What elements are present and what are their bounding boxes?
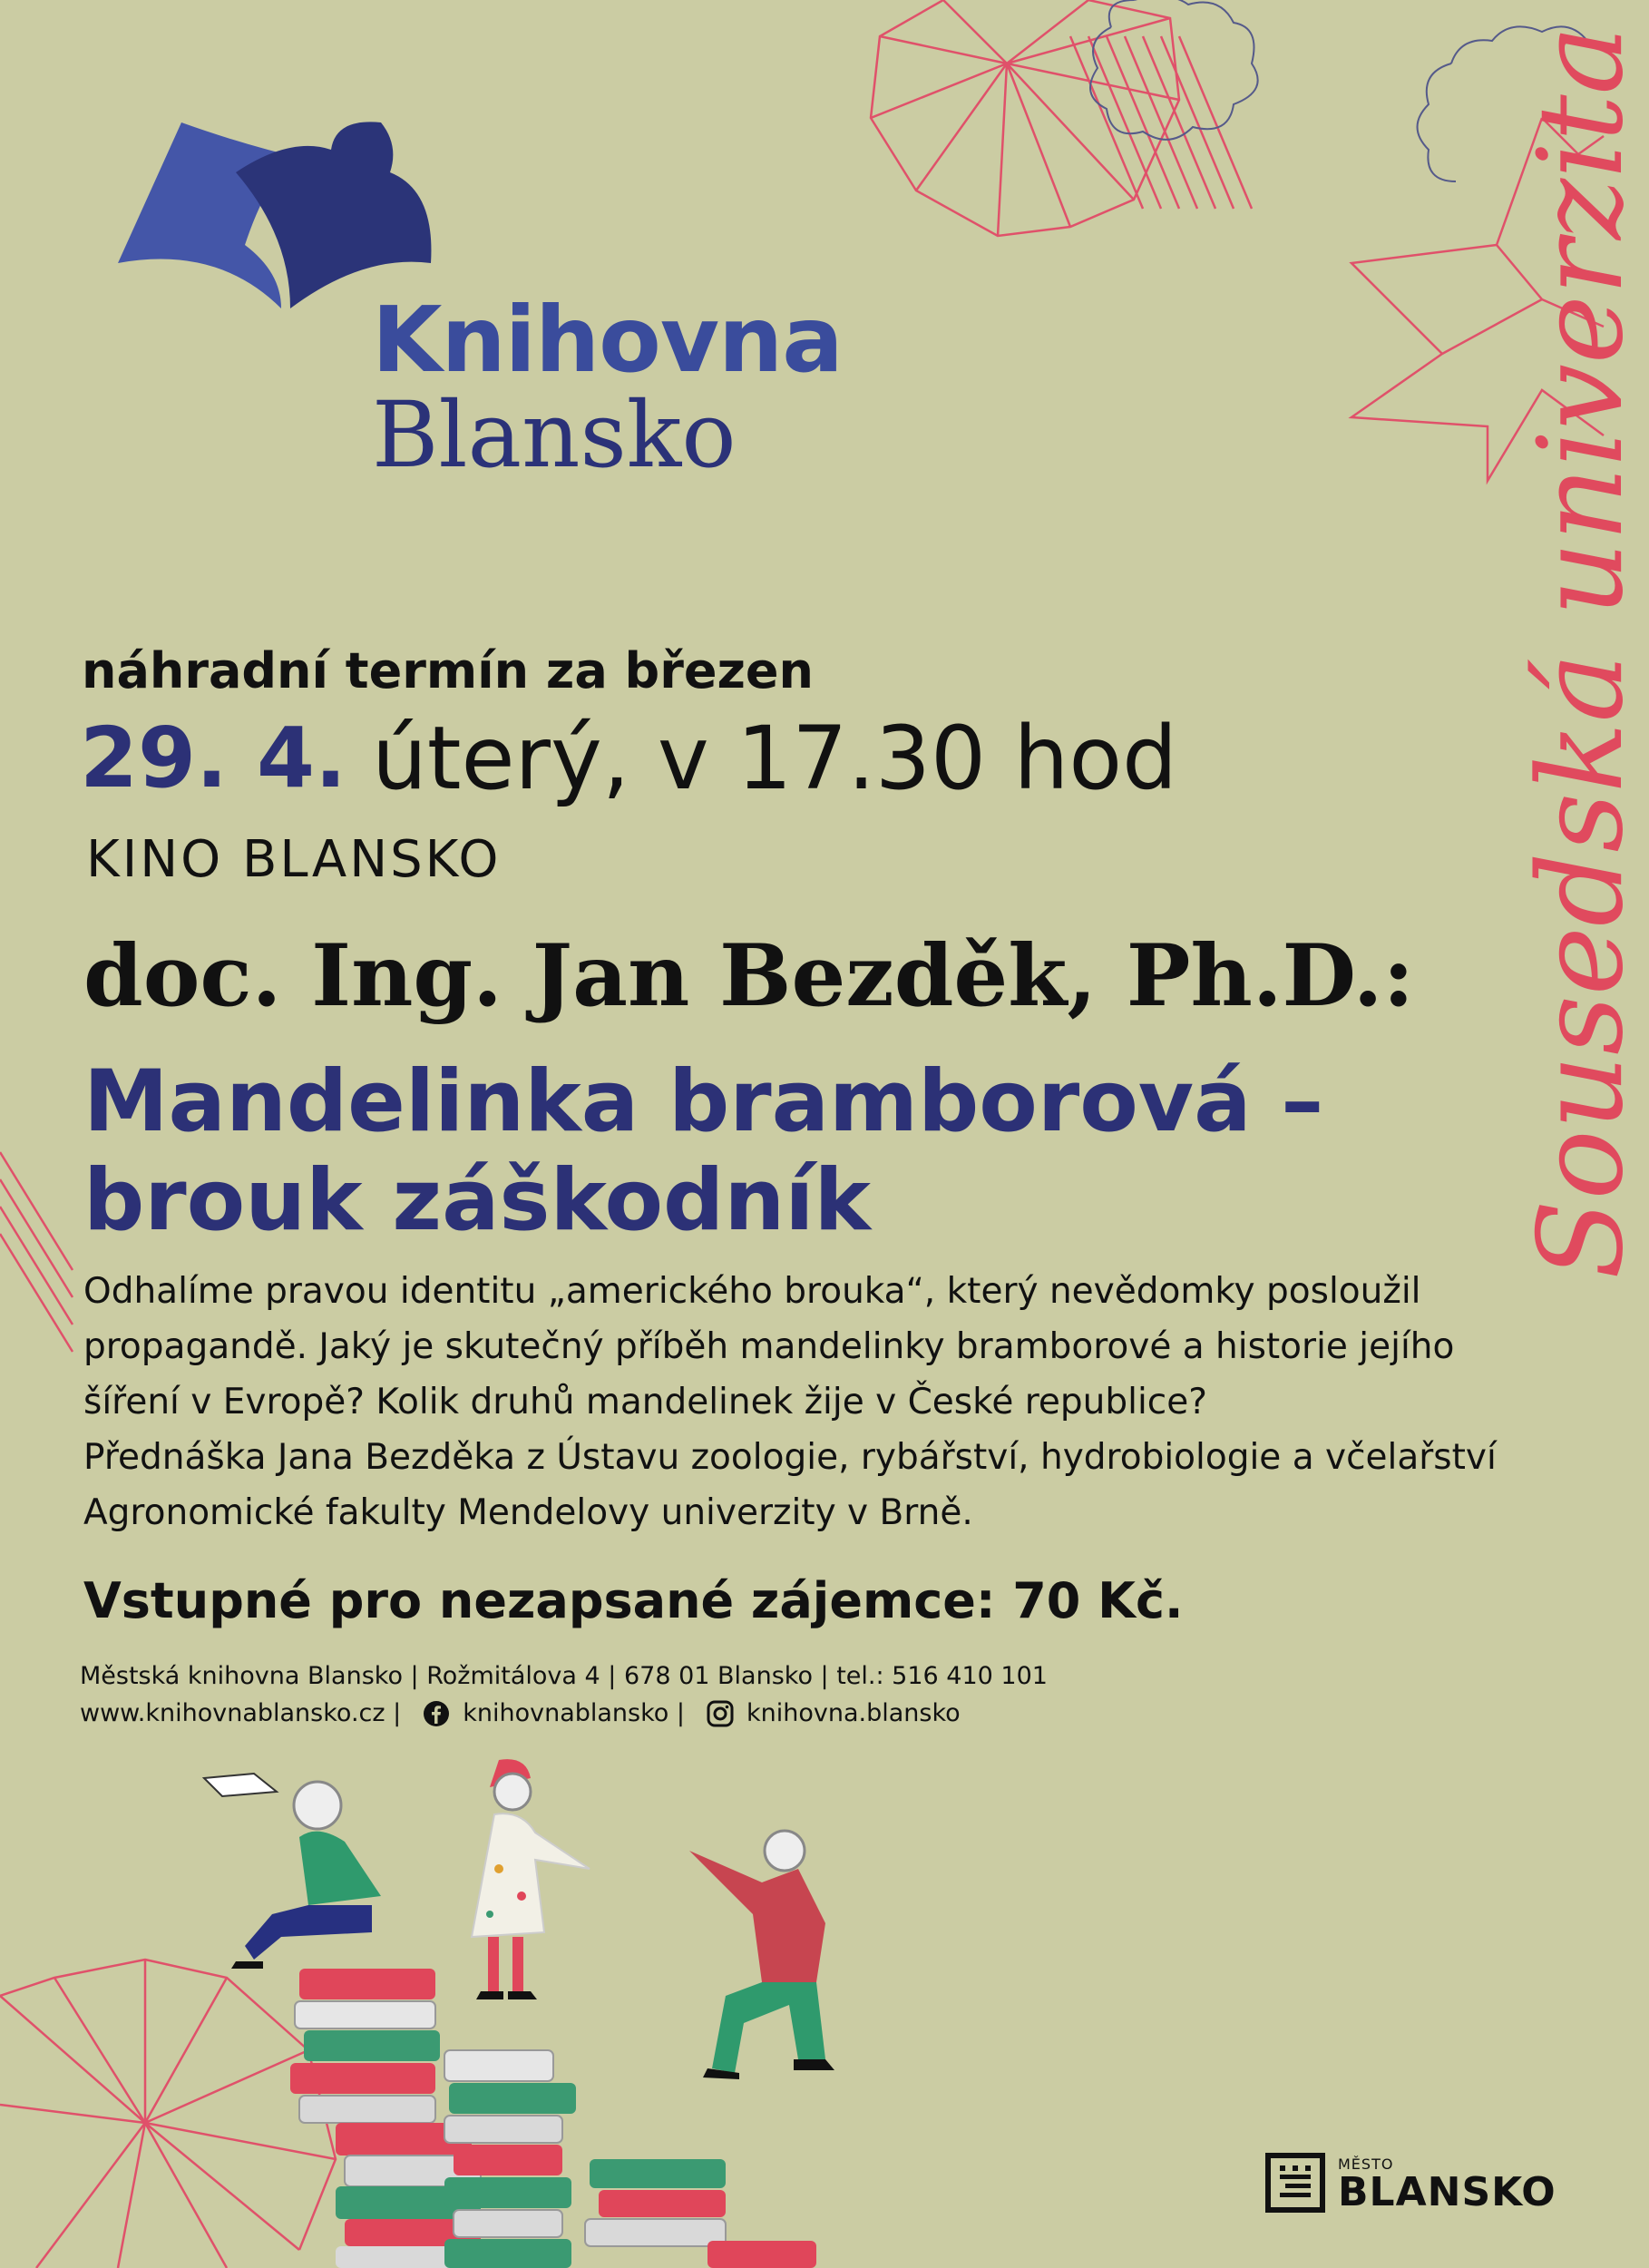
lecture-description (83, 1264, 1497, 1540)
contact-links (80, 1699, 961, 1727)
facebook-icon (423, 1700, 450, 1727)
event-date: 29. 4. (80, 709, 346, 807)
instagram-icon (707, 1700, 734, 1727)
description-line: Agronomické fakulty Mendelovy univerzity v Brně. (83, 1492, 973, 1533)
reading-people-illustration (200, 1760, 889, 2268)
library-name-line1: Knihovna (372, 287, 843, 393)
description-line: Odhalíme pravou identitu „amerického brouka“, který nevědomky posloužil (83, 1271, 1421, 1312)
description-line: propagandě. Jaký je skutečný příběh mandelinky bramborové a historie jejího (83, 1326, 1455, 1367)
city-label-big: BLANSKO (1338, 2169, 1556, 2215)
description-line: Přednáška Jana Bezděka z Ústavu zoologie, rybářství, hydrobiologie a včelařství (83, 1437, 1497, 1478)
castle-tower-icon (1265, 2153, 1325, 2213)
event-venue: KINO BLANSKO (86, 830, 502, 889)
website-link[interactable]: www.knihovnablansko.cz | (80, 1699, 402, 1727)
library-address: Městská knihovna Blansko | Rožmitálova 4 | 678 01 Blansko | tel.: 516 410 101 (80, 1662, 1048, 1690)
speaker-name: doc. Ing. Jan Bezděk, Ph.D.: (83, 926, 1415, 1026)
lecture-title-line1: Mandelinka bramborová – (83, 1052, 1324, 1151)
description-line: šíření v Evropě? Kolik druhů mandelinek žije v České republice? (83, 1382, 1207, 1422)
lecture-title (83, 1052, 1399, 1250)
event-time: úterý, v 17.30 hod (372, 708, 1178, 809)
facebook-link[interactable]: knihovnablansko | (463, 1699, 685, 1727)
city-blansko-logo (1265, 2153, 1556, 2213)
library-name-line2: Blansko (372, 382, 737, 488)
replacement-date-note: náhradní termín za březen (82, 642, 814, 699)
series-title: Sousedská univerzita (1514, 25, 1649, 1279)
city-label-small: MĚSTO (1338, 2156, 1394, 2173)
entry-fee: Vstupné pro nezapsané zájemce: 70 Kč. (83, 1572, 1184, 1629)
instagram-link[interactable]: knihovna.blansko (746, 1699, 961, 1727)
lecture-title-line2: brouk záškodník (83, 1151, 871, 1251)
